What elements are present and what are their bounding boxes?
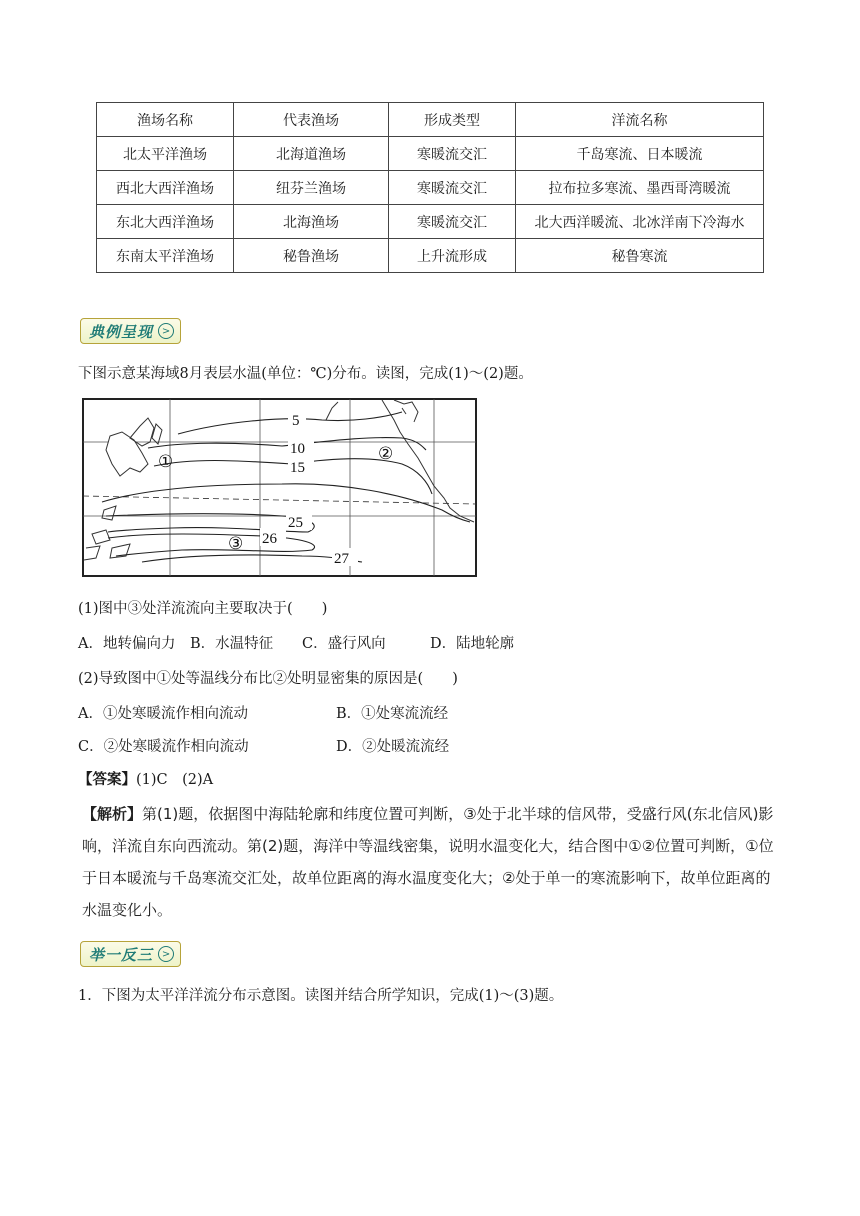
question-1-stem: (1)图中③处洋流流向主要取决于( ): [78, 601, 328, 617]
sea-temperature-map: [82, 398, 478, 578]
isotherm-label: 15: [290, 460, 305, 476]
question-2-stem: (2)导致图中①处等温线分布比②处明显密集的原因是( ): [78, 671, 458, 687]
table-cell: 寒暖流交汇: [389, 171, 516, 205]
table-header-row: [97, 103, 764, 137]
arrow-circle-icon: >: [158, 323, 174, 339]
table-header: 渔场名称: [97, 103, 234, 137]
isotherm-label: 26: [262, 531, 277, 547]
next-question: 1．下图为太平洋洋流分布示意图。读图并结合所学知识，完成(1)～(3)题。: [78, 988, 564, 1004]
table-cell: 纽芬兰渔场: [234, 171, 389, 205]
isotherm-label: 10: [290, 441, 305, 457]
table-cell: 秘鲁寒流: [516, 239, 764, 273]
table-cell: 北海渔场: [234, 205, 389, 239]
q2-option-d: D．②处暖流流经: [336, 739, 450, 755]
analysis-label: 【解析】: [82, 805, 143, 823]
table-cell: 西北大西洋渔场: [97, 171, 234, 205]
q1-option-a: A．地转偏向力: [78, 636, 176, 652]
q1-option-c: C．盛行风向: [302, 636, 386, 652]
example-badge: [80, 318, 181, 344]
equator-line: [83, 496, 476, 504]
table-cell: 寒暖流交汇: [389, 205, 516, 239]
q1-option-b: B．水温特征: [190, 636, 274, 652]
isotherm-27: [142, 555, 362, 562]
table-row: [97, 137, 764, 171]
analysis-text: 第(1)题，依据图中海陆轮廓和纬度位置可判断，③处于北半球的信风带，受盛行风(东北信风)影响，洋流自东向西流动。第(2)题，海洋中等温线密集，说明水温变化大，结合图中①②位置可判断，①位于日本暖流与千岛寒流交汇处，故单位距离的海水温度变化大；②处于单一的寒流影响下，故单位距离的水温变化小。: [82, 805, 774, 919]
map-gridlines: [83, 399, 476, 576]
badge-label: 举一反三: [89, 945, 154, 964]
question-intro: 下图示意某海域8月表层水温(单位：℃)分布。读图，完成(1)～(2)题。: [78, 366, 533, 382]
answer-line: [78, 768, 213, 789]
table-cell: 寒暖流交汇: [389, 137, 516, 171]
table-cell: 东北大西洋渔场: [97, 205, 234, 239]
marker-1: ①: [158, 452, 174, 471]
table-header: 形成类型: [389, 103, 516, 137]
table-row: [97, 239, 764, 273]
q2-option-b: B．①处寒流流经: [336, 706, 449, 722]
badge-label: 典例呈现: [89, 322, 154, 341]
table-cell: 上升流形成: [389, 239, 516, 273]
practice-badge: [80, 941, 181, 967]
answer-text: (1)C (2)A: [136, 772, 214, 788]
isotherm-label: 5: [292, 413, 300, 429]
table-cell: 北大西洋暖流、北冰洋南下冷海水: [516, 205, 764, 239]
table-cell: 秘鲁渔场: [234, 239, 389, 273]
q1-option-d: D．陆地轮廓: [430, 636, 515, 652]
marker-2: ②: [378, 444, 394, 463]
q2-option-a: A．①处寒暖流作相向流动: [78, 706, 248, 722]
table-row: [97, 205, 764, 239]
arrow-circle-icon: >: [158, 946, 174, 962]
table-cell: 北太平洋渔场: [97, 137, 234, 171]
table-header: 代表渔场: [234, 103, 389, 137]
map-frame: [83, 399, 476, 576]
marker-3: ③: [228, 534, 244, 553]
table-cell: 东南太平洋渔场: [97, 239, 234, 273]
analysis-block: [82, 798, 782, 926]
table-row: [97, 171, 764, 205]
table-cell: 拉布拉多寒流、墨西哥湾暖流: [516, 171, 764, 205]
answer-label: 【答案】: [78, 771, 136, 788]
isotherm-label: 25: [288, 515, 303, 531]
fishery-table: [96, 102, 764, 273]
q2-option-c: C．②处寒暖流作相向流动: [78, 739, 249, 755]
table-header: 洋流名称: [516, 103, 764, 137]
isotherm-label: 27: [334, 551, 349, 567]
table-cell: 千岛寒流、日本暖流: [516, 137, 764, 171]
table-cell: 北海道渔场: [234, 137, 389, 171]
